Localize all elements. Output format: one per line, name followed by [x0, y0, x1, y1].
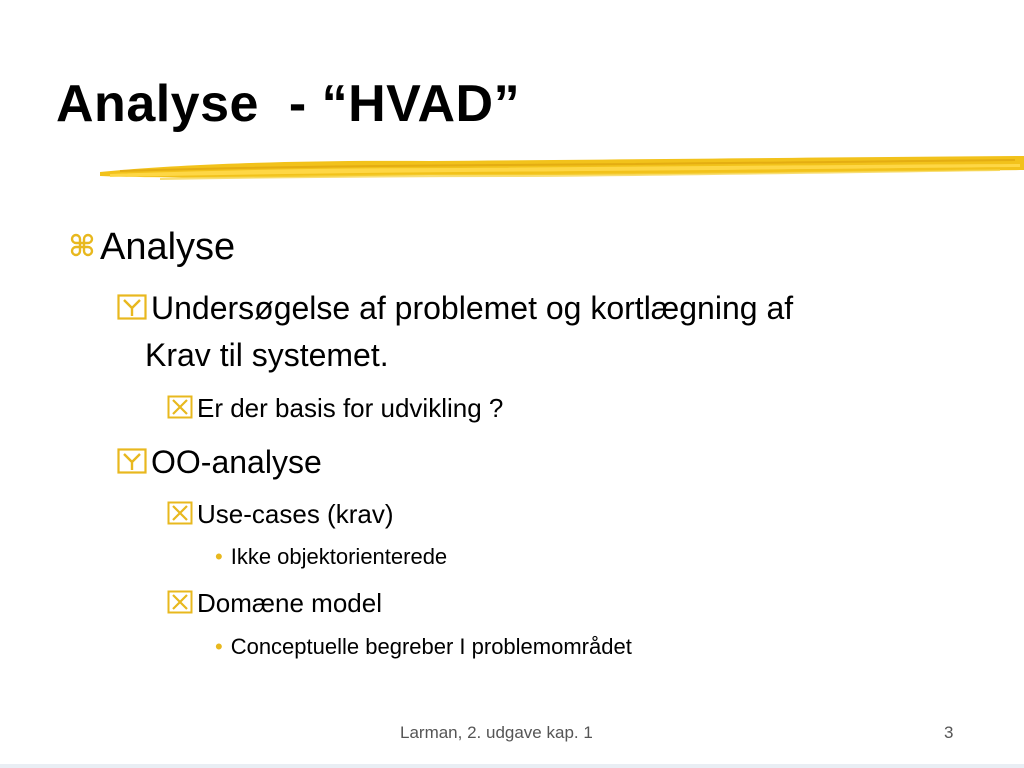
list-item-oo-analyse — [117, 446, 322, 478]
bullet-dot: • — [215, 634, 223, 659]
list-item-label: OO-analyse — [151, 444, 322, 480]
slide-title: Analyse - “HVAD” — [56, 75, 521, 133]
list-item-er-der-basis — [167, 395, 503, 421]
checkbox-x-icon — [167, 395, 193, 419]
bottom-border — [0, 764, 1024, 768]
list-item-label: Domæne model — [197, 588, 382, 618]
list-item-domaene-model — [167, 590, 382, 616]
footer-source: Larman, 2. udgave kap. 1 — [400, 723, 593, 742]
list-item-use-cases — [167, 501, 393, 527]
list-item-label: Conceptuelle begreber I problemområdet — [230, 634, 632, 659]
checkbox-x-icon — [167, 590, 193, 614]
checkbox-x-icon — [167, 501, 193, 525]
page-number: 3 — [944, 723, 954, 742]
list-item-analyse — [66, 228, 235, 266]
list-item-conceptuelle-begreber — [215, 636, 632, 658]
list-item-label: Er der basis for udvikling ? — [197, 393, 504, 423]
list-item-undersoegelse — [117, 292, 793, 324]
bullet-dot: • — [215, 544, 223, 569]
checkbox-y-icon — [117, 447, 147, 475]
list-item-label: Analyse — [100, 226, 236, 268]
list-item-label: Undersøgelse af problemet og kortlægning af — [151, 290, 794, 326]
checkbox-y-icon — [117, 293, 147, 321]
title-underline-brush — [100, 150, 1024, 186]
list-item-label: Use-cases (krav) — [197, 499, 394, 529]
list-item-label: Ikke objektorienterede — [230, 544, 448, 569]
list-item-ikke-objektorienterede — [215, 546, 447, 568]
list-item-continuation: Krav til systemet. — [145, 337, 389, 373]
command-icon — [66, 229, 98, 261]
